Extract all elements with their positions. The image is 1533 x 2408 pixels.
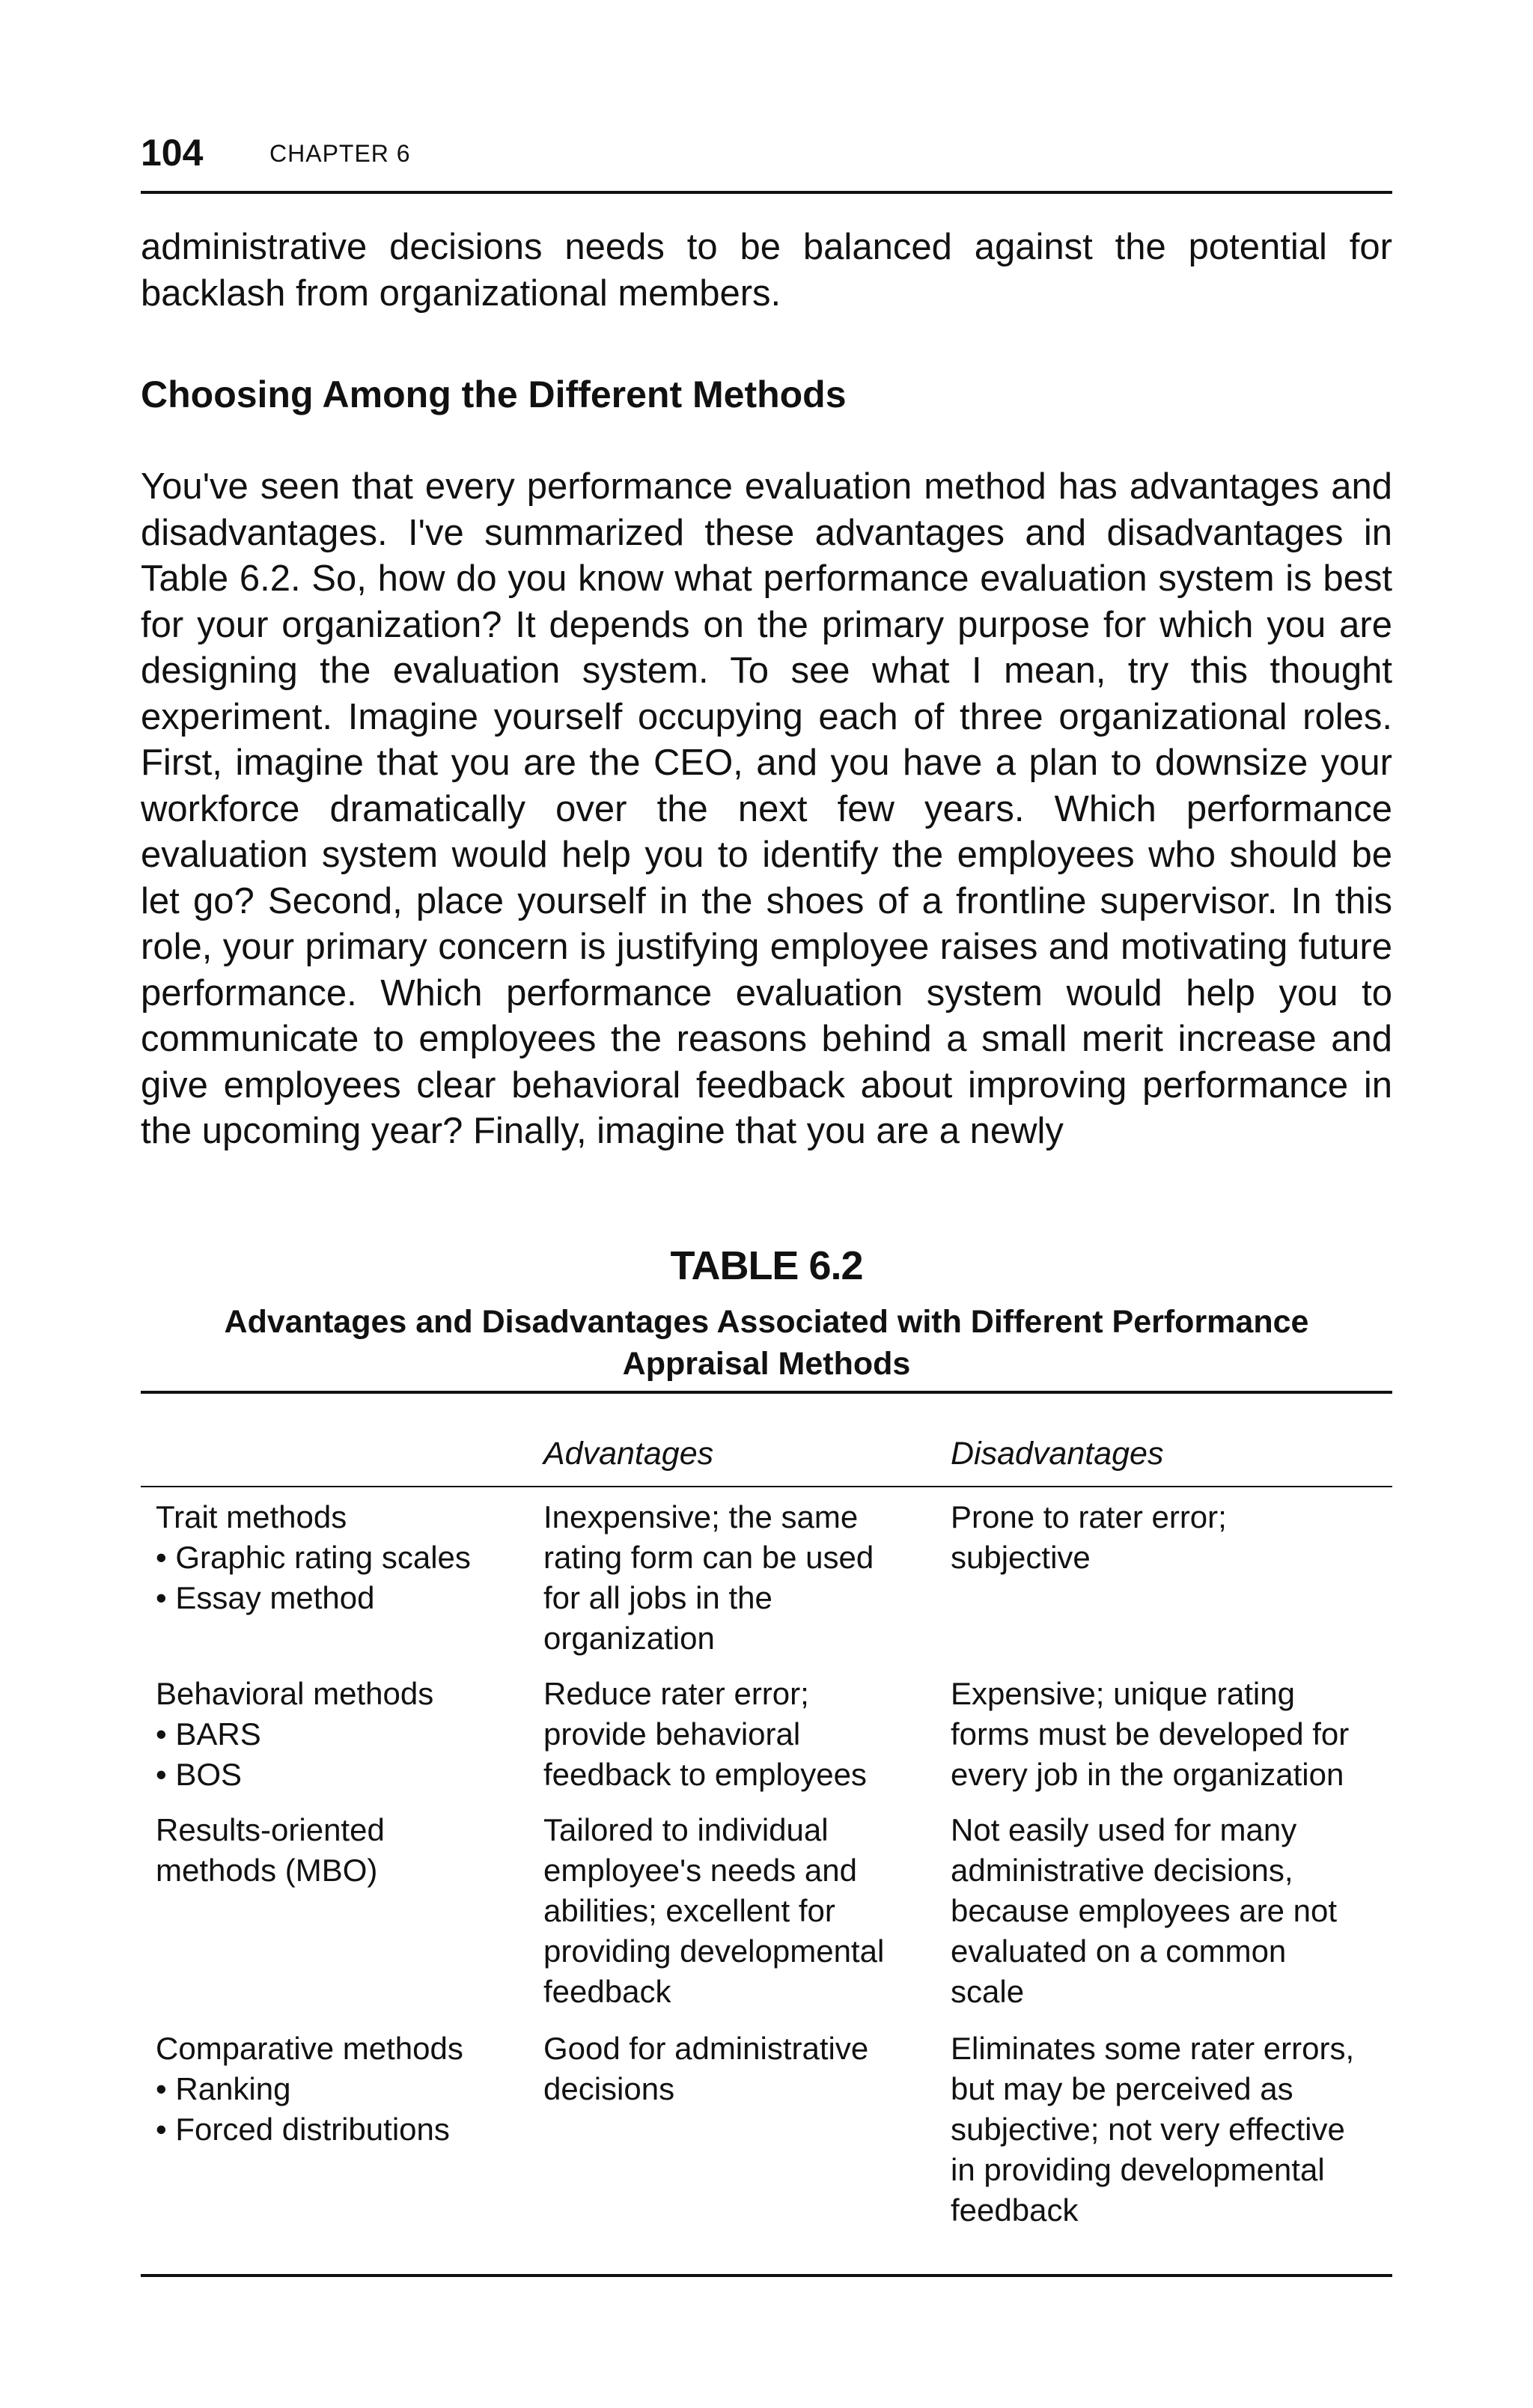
header-rule <box>141 191 1392 194</box>
table-cell-method: Behavioral methods • BARS • BOS <box>156 1676 434 1792</box>
table-cell-advantages: Inexpensive; the same rating form can be used for all jobs in the organization <box>543 1499 874 1656</box>
table-bottom-rule <box>141 2274 1392 2277</box>
table-cell-method: Comparative methods • Ranking • Forced distributions <box>156 2031 463 2147</box>
paragraph-body: You've seen that every performance evaluation method has advantages and disadvantages. I've summarized these advantages and disadvantages in Table 6.2. So, how do you know what performance evaluation system is best for your organization? It depends on the primary purpose for which you are designing the evaluation system. To see what I mean, try this thought experiment. Imagine yourself occupying each of three organizational roles. First, imagine that you are the CEO, and you have a plan to downsize your workforce dramatically over the next few years. Which performance evaluation system would help you to identify the employees who should be let go? Second, place yourself in the shoes of a frontline supervisor. In this role, your primary concern is justifying employee raises and motivating future performance. Which performance evaluation system would help you to communicate to employees the reasons behind a small merit increase and give employees clear behavioral feedback about improving performance in the upcoming year? Finally, imagine that you are a newly <box>141 466 1392 1151</box>
table-cell-disadvantages: Eliminates some rater errors, but may be perceived as subjective; not very effective in providing developmental feedback <box>951 2031 1355 2228</box>
paragraph-continued: administrative decisions needs to be balanced against the potential for backlash from organizational members. <box>141 227 1392 314</box>
table-cell-disadvantages: Expensive; unique rating forms must be developed for every job in the organization <box>951 1676 1350 1792</box>
table-cell-disadvantages: Not easily used for many administrative decisions, because employees are not evaluated on a common scale <box>951 1812 1337 2009</box>
section-heading: Choosing Among the Different Methods <box>141 374 847 415</box>
chapter-label: CHAPTER 6 <box>269 140 411 167</box>
table-cell-advantages: Reduce rater error; provide behavioral feedback to employees <box>543 1676 867 1792</box>
column-header-disadvantages: Disadvantages <box>951 1436 1164 1472</box>
table-header-rule <box>141 1486 1392 1487</box>
table-cell-method: Results-oriented methods (MBO) <box>156 1812 385 1888</box>
column-header-advantages: Advantages <box>543 1436 714 1472</box>
table-cell-advantages: Tailored to individual employee's needs and abilities; excellent for providing developmental feedback <box>543 1812 885 2009</box>
table-title <box>141 1301 1392 1385</box>
table-top-rule <box>141 1391 1392 1394</box>
table-title-line: Advantages and Disadvantages Associated with Different Performance <box>224 1304 1309 1340</box>
page-number: 104 <box>141 132 204 174</box>
running-head <box>141 131 1392 191</box>
table-number: TABLE 6.2 <box>670 1243 863 1288</box>
table-cell-method: Trait methods • Graphic rating scales • Essay method <box>156 1499 471 1615</box>
table-cell-advantages: Good for administrative decisions <box>543 2031 869 2106</box>
table-title-line: Appraisal Methods <box>622 1346 911 1382</box>
table-cell-disadvantages: Prone to rater error; subjective <box>951 1499 1227 1575</box>
